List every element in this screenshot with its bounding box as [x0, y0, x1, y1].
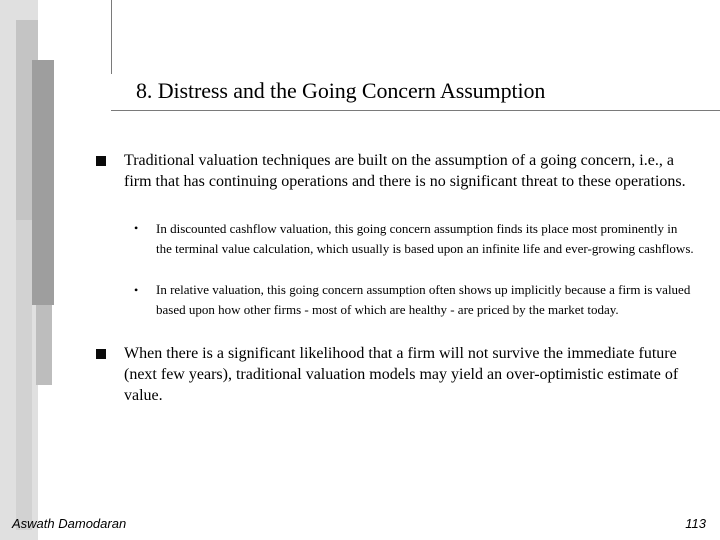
decorative-bar: [32, 60, 54, 305]
page-number: 113: [685, 516, 706, 531]
square-bullet-icon: [96, 156, 106, 166]
bullet-text: Traditional valuation techniques are built on the assumption of a going concern, i.e., a firm that has continuing operations and there is no significant threat to these operations.: [124, 152, 686, 190]
title-underline: [111, 110, 720, 111]
sub-bullet-text: In relative valuation, this going concern assumption often shows up implicitly because a firm is valued based upon how other firms - most of which are healthy - are priced by the market today.: [156, 282, 691, 317]
vertical-divider: [111, 0, 112, 74]
footer-author: Aswath Damodaran: [12, 516, 127, 531]
dot-bullet-icon: •: [134, 221, 139, 235]
dot-bullet-icon: •: [134, 283, 139, 297]
bullet-text: When there is a significant likelihood that a firm will not survive the immediate future (next few years), traditional valuation models may yield an over-optimistic estimate of value.: [124, 345, 679, 404]
decorative-bar: [36, 305, 52, 385]
square-bullet-icon: [96, 349, 106, 359]
sub-bullet-text: In discounted cashflow valuation, this going concern assumption finds its place most prominently in the terminal value calculation, which usually is based upon an infinite life and ever-growing cashflows.: [156, 221, 694, 256]
slide-title: 8. Distress and the Going Concern Assumption: [136, 78, 546, 103]
decorative-bar: [16, 220, 32, 530]
